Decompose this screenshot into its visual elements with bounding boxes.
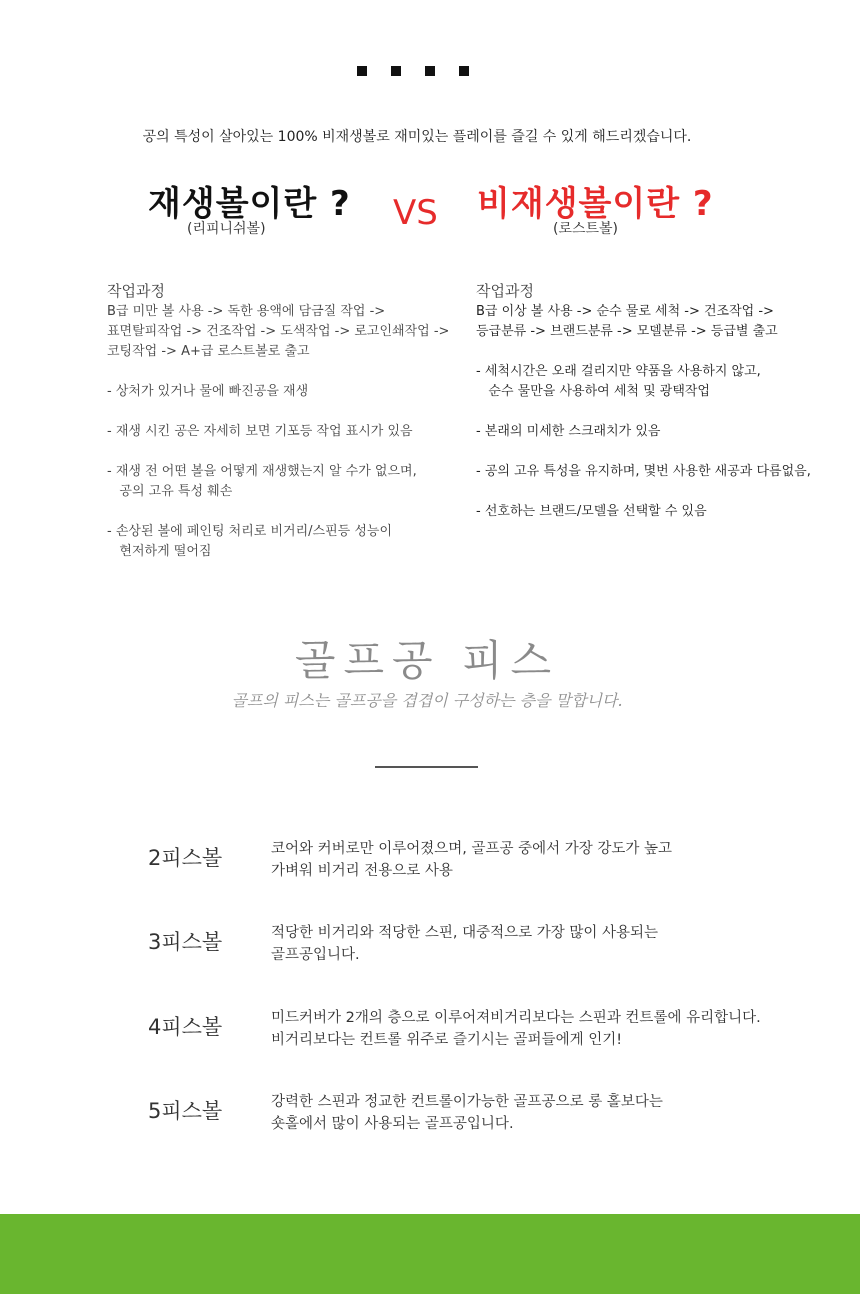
feature-line: - 선호하는 브랜드/모델을 선택할 수 있음 <box>476 504 707 519</box>
refinish-ball-process <box>107 281 487 562</box>
process-heading: 작업과정 <box>107 282 165 300</box>
divider <box>375 766 478 768</box>
process-line: 등급분류 -> 브랜드분류 -> 모델분류 -> 등급별 출고 <box>476 324 778 339</box>
lost-ball-title: 비재생볼이란 ? <box>477 184 714 224</box>
intro-text: 공의 특성이 살아있는 100% 비재생볼로 재미있는 플레이를 즐길 수 있게 해드리겠습니다. <box>142 129 692 145</box>
square-dot-icon <box>391 66 401 76</box>
golf-ball-piece-title: 골프공 피스 <box>294 636 560 685</box>
refinish-ball-title: 재생볼이란 ? <box>148 184 351 224</box>
feature-line: - 본래의 미세한 스크래치가 있음 <box>476 424 661 439</box>
piece-label: 5피스볼 <box>148 1099 223 1123</box>
square-dot-icon <box>357 66 367 76</box>
feature-line: - 재생 전 어떤 볼을 어떻게 재생했는지 알 수가 없으며, <box>107 464 417 479</box>
process-line: B급 미만 볼 사용 -> 독한 용액에 담금질 작업 -> <box>107 304 386 319</box>
feature-line: - 상처가 있거나 물에 빠진공을 재생 <box>107 384 309 399</box>
feature-line: - 손상된 볼에 페인팅 처리로 비거리/스핀등 성능이 <box>107 524 393 539</box>
feature-line: 순수 물만을 사용하여 세척 및 광택작업 <box>476 384 710 399</box>
footer-band <box>0 1214 860 1294</box>
piece-description: 적당한 비거리와 적당한 스핀, 대중적으로 가장 많이 사용되는 골프공입니다. <box>271 925 659 963</box>
feature-line: 현저하게 떨어짐 <box>107 544 212 559</box>
lost-ball-subtitle: (로스트볼) <box>553 221 619 237</box>
piece-description: 미드커버가 2개의 층으로 이루어져비거리보다는 스핀과 컨트롤에 유리합니다. 비거리보다는 컨트롤 위주로 즐기시는 골퍼들에게 인기! <box>271 1010 761 1048</box>
feature-line: 공의 고유 특성 훼손 <box>107 484 233 499</box>
feature-line: - 공의 고유 특성을 유지하며, 몇번 사용한 새공과 다름없음, <box>476 464 811 479</box>
square-dot-icon <box>459 66 469 76</box>
piece-description: 강력한 스핀과 정교한 컨트롤이가능한 골프공으로 롱 홀보다는 숏홀에서 많이 사용되는 골프공입니다. <box>271 1094 663 1132</box>
vs-label: VS <box>393 193 438 233</box>
feature-line: - 세척시간은 오래 걸리지만 약품을 사용하지 않고, <box>476 364 761 379</box>
feature-line: - 재생 시킨 공은 자세히 보면 기포등 작업 표시가 있음 <box>107 424 413 439</box>
process-heading: 작업과정 <box>476 282 534 300</box>
process-line: 표면탈피작업 -> 건조작업 -> 도색작업 -> 로고인쇄작업 -> <box>107 324 450 339</box>
piece-label: 3피스볼 <box>148 930 223 954</box>
decorative-dots <box>357 66 469 76</box>
golf-ball-piece-subtitle: 골프의 피스는 골프공을 겹겹이 구성하는 층을 말합니다. <box>231 691 623 710</box>
process-line: B급 이상 볼 사용 -> 순수 물로 세척 -> 건조작업 -> <box>476 304 774 319</box>
square-dot-icon <box>425 66 435 76</box>
piece-label: 4피스볼 <box>148 1015 223 1039</box>
process-line: 코팅작업 -> A+급 로스트볼로 출고 <box>107 344 310 359</box>
piece-description: 코어와 커버로만 이루어졌으며, 골프공 중에서 가장 강도가 높고 가벼워 비거리 전용으로 사용 <box>271 841 673 879</box>
piece-label: 2피스볼 <box>148 846 223 870</box>
lost-ball-process <box>476 281 856 522</box>
refinish-ball-subtitle: (리피니쉬볼) <box>187 221 266 237</box>
